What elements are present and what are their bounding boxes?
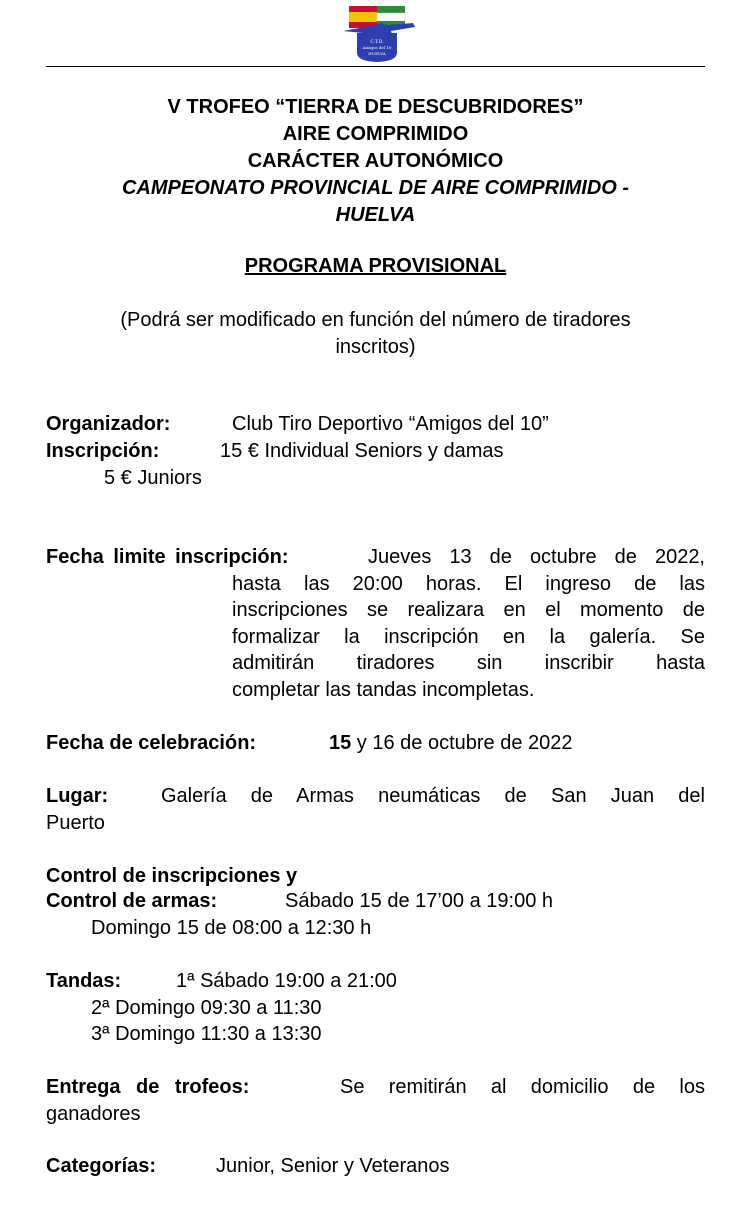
flag-spain-red-top	[349, 6, 377, 12]
note-line-1: (Podrá ser modificado en función del número de tiradores	[120, 309, 631, 331]
title-line-4: CAMPEONATO PROVINCIAL DE AIRE COMPRIMIDO -	[121, 177, 630, 199]
logo-text-1: C.T.D.	[370, 40, 384, 45]
fecha-limite-label: Fecha limite inscripción:	[46, 546, 289, 568]
inscripcion-value-1: 15 € Individual Seniors y damas	[220, 440, 504, 462]
control-value-2: Domingo 15 de 08:00 a 12:30 h	[91, 917, 372, 939]
fecha-limite-line-3: inscripciones se realizara en el momento de	[232, 599, 705, 621]
club-logo	[335, 3, 419, 63]
trofeos-line-1: Se remitirán al domicilio de los	[340, 1076, 705, 1098]
lugar-label: Lugar:	[46, 785, 109, 807]
categorias-value: Junior, Senior y Veteranos	[216, 1155, 450, 1177]
program-heading: PROGRAMA PROVISIONAL	[244, 255, 507, 277]
inscripcion-value-2: 5 € Juniors	[104, 467, 202, 489]
organizador-label: Organizador:	[46, 413, 171, 435]
flag-spain-yellow	[349, 12, 377, 22]
fecha-limite-line-6: completar las tandas incompletas.	[232, 679, 535, 701]
categorias-label: Categorías:	[46, 1155, 157, 1177]
logo-text-3: HUELVA	[368, 51, 386, 56]
fecha-celebracion-day: 15	[329, 732, 352, 754]
flag-andalucia-white	[377, 13, 405, 21]
logo-text-2: Amigos del 10	[362, 45, 392, 50]
flag-andalucia-green-top	[377, 6, 405, 13]
title-line-2: AIRE COMPRIMIDO	[282, 123, 469, 145]
header-rule	[46, 66, 705, 67]
fecha-limite-line-5: admitirán tiradores sin inscribir hasta	[232, 652, 705, 674]
lugar-line-2: Puerto	[46, 812, 105, 834]
organizador-value: Club Tiro Deportivo “Amigos del 10”	[232, 413, 549, 435]
tanda-3: 3ª Domingo 11:30 a 13:30	[91, 1023, 322, 1045]
title-block	[46, 94, 705, 229]
note-line-2: inscritos)	[335, 336, 416, 358]
lugar-line-1: Galería de Armas neumáticas de San Juan del	[161, 785, 705, 807]
inscripcion-label: Inscripción:	[46, 440, 160, 462]
control-value-1: Sábado 15 de 17’00 a 19:00 h	[285, 890, 554, 912]
program-note	[46, 307, 705, 361]
fecha-limite-line-4: formalizar la inscripción en la galería. Se	[232, 626, 705, 648]
fecha-celebracion-rest: y 16 de octubre de 2022	[351, 732, 573, 754]
fecha-celebracion-label: Fecha de celebración:	[46, 732, 257, 754]
title-line-5: HUELVA	[335, 204, 416, 226]
trofeos-label: Entrega de trofeos:	[46, 1076, 250, 1098]
title-line-1: V TROFEO “TIERRA DE DESCUBRIDORES”	[167, 96, 584, 118]
trofeos-line-2: ganadores	[46, 1103, 141, 1125]
control-label-1: Control de inscripciones y	[46, 865, 298, 887]
tanda-1: 1ª Sábado 19:00 a 21:00	[176, 970, 397, 992]
control-label-2: Control de armas:	[46, 890, 218, 912]
fecha-celebracion-value	[329, 730, 573, 757]
fecha-limite-line-1: Jueves 13 de octubre de 2022,	[368, 546, 705, 568]
fecha-limite-line-2: hasta las 20:00 horas. El ingreso de las	[232, 573, 705, 595]
tanda-2: 2ª Domingo 09:30 a 11:30	[91, 997, 322, 1019]
tandas-label: Tandas:	[46, 970, 122, 992]
title-line-3: CARÁCTER AUTONÓMICO	[247, 150, 504, 172]
